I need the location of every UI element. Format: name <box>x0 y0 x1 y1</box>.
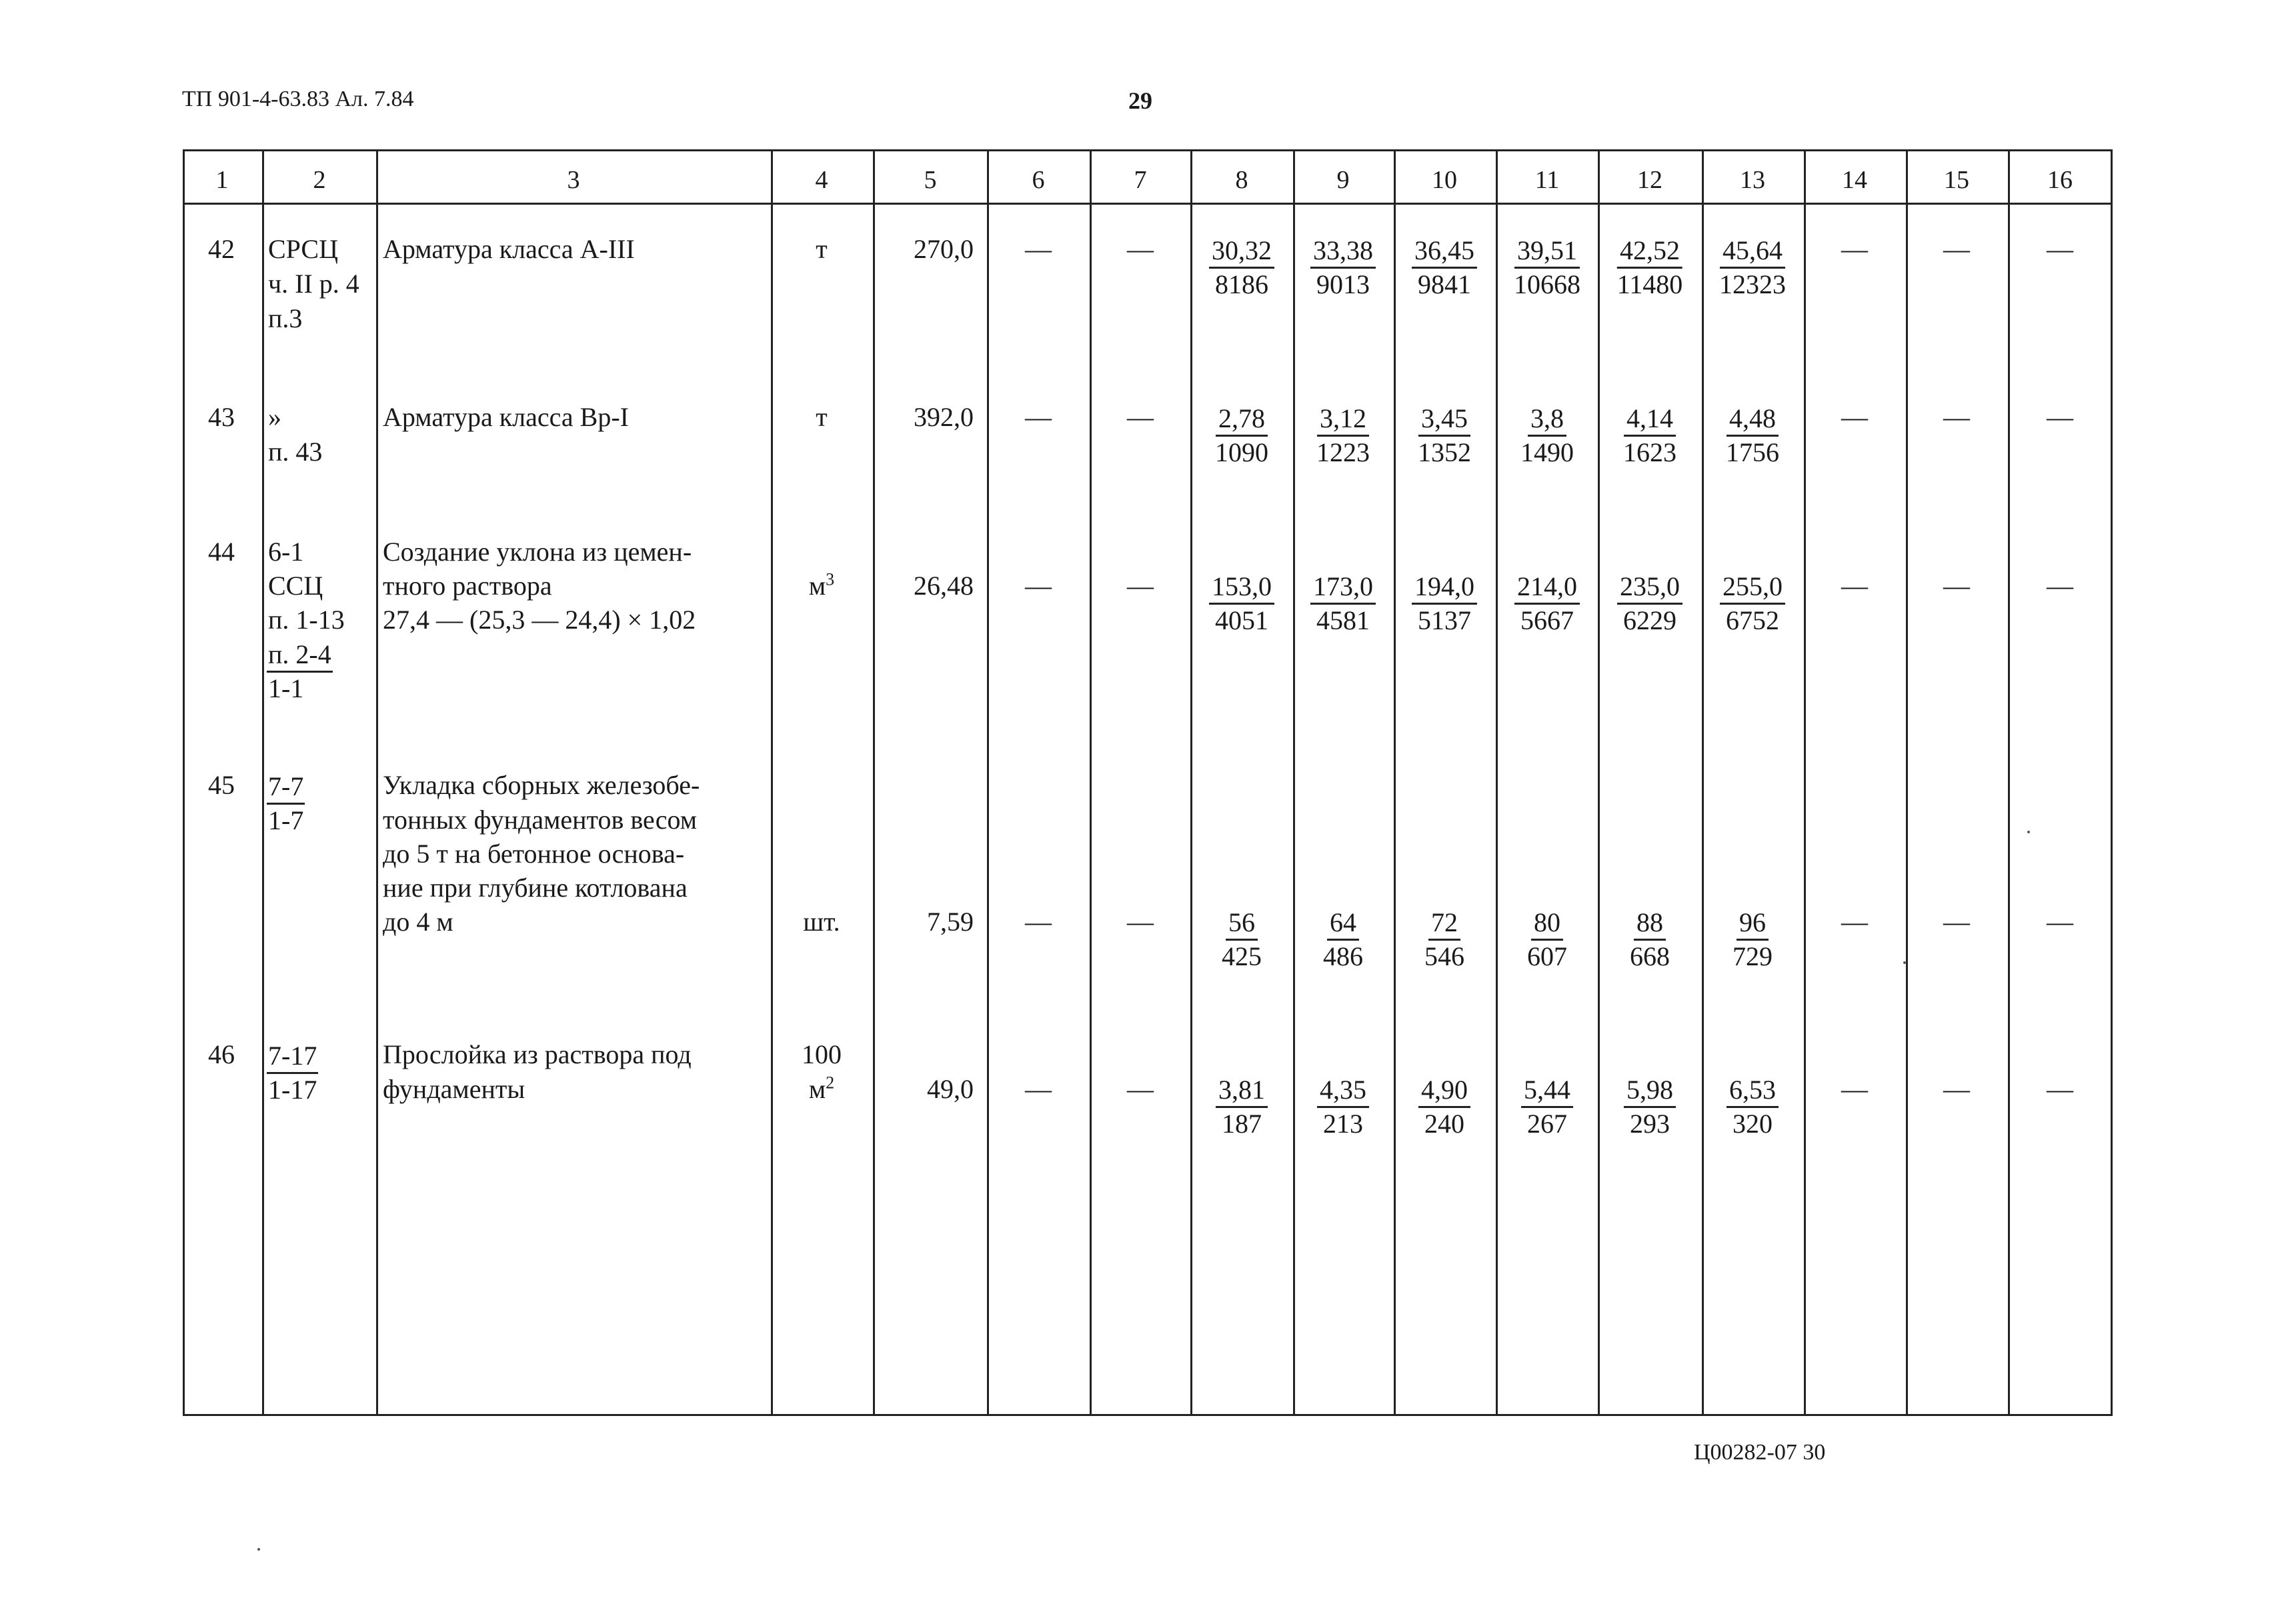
row-reference-line: п. 43 <box>268 437 323 467</box>
column-header: 16 <box>2047 166 2073 194</box>
cost-fraction <box>1518 403 1576 469</box>
document-code: ТП 901-4-63.83 Ал. 7.84 <box>182 87 414 111</box>
row-unit: т <box>816 402 828 432</box>
unit-text: м <box>808 1074 826 1104</box>
column-header: 8 <box>1235 166 1248 194</box>
row-description-line: тонных фундаментов весом <box>383 805 698 835</box>
column-header: 4 <box>815 166 828 194</box>
cost-fraction <box>1209 235 1274 301</box>
fraction-numerator: 45,64 <box>1720 235 1785 269</box>
column-header: 11 <box>1534 166 1560 194</box>
fraction-denominator: 1490 <box>1520 437 1574 467</box>
column-header: 5 <box>924 166 937 194</box>
cost-fraction <box>1418 1074 1470 1140</box>
fraction-numerator: 255,0 <box>1720 571 1785 605</box>
row-reference-line: п. 1-13 <box>268 605 345 635</box>
cost-fraction <box>1524 907 1570 973</box>
column-divider <box>1496 149 1498 1416</box>
fraction-numerator: 7-17 <box>267 1040 318 1074</box>
fraction-numerator: 30,32 <box>1209 235 1274 269</box>
row-quantity: 26,48 <box>914 571 974 601</box>
fraction-numerator: 153,0 <box>1209 571 1274 605</box>
empty-dash: — <box>1025 1074 1052 1104</box>
fraction-numerator: 88 <box>1634 907 1666 941</box>
empty-dash: — <box>1025 234 1052 264</box>
column-divider <box>1598 149 1600 1416</box>
empty-dash: — <box>2047 1074 2073 1104</box>
fraction-numerator: 3,8 <box>1528 403 1566 437</box>
row-unit: т <box>816 234 828 264</box>
column-header: 9 <box>1336 166 1350 194</box>
cost-fraction <box>1627 907 1672 973</box>
row-description-line: до 4 м <box>383 907 453 937</box>
fraction-numerator: 3,81 <box>1216 1074 1268 1108</box>
fraction-numerator: п. 2-4 <box>267 639 333 673</box>
row-quantity: 49,0 <box>927 1074 974 1104</box>
empty-dash: — <box>2047 907 2073 937</box>
fraction-numerator: 6,53 <box>1727 1074 1779 1108</box>
column-header: 13 <box>1740 166 1765 194</box>
fraction-numerator: 4,35 <box>1317 1074 1369 1108</box>
column-divider <box>1090 149 1092 1416</box>
fraction-numerator: 56 <box>1226 907 1258 941</box>
row-description-line: Прослойка из раствора под <box>383 1039 692 1069</box>
fraction-numerator: 173,0 <box>1310 571 1376 605</box>
fraction-denominator: 6752 <box>1726 605 1779 635</box>
fraction-denominator: 1-17 <box>268 1075 317 1105</box>
fraction-numerator: 5,98 <box>1624 1074 1676 1108</box>
fraction-denominator: 8186 <box>1215 269 1268 299</box>
fraction-denominator: 5667 <box>1520 605 1574 635</box>
cost-fraction <box>1212 403 1271 469</box>
fraction-numerator: 39,51 <box>1514 235 1580 269</box>
fraction-denominator: 5137 <box>1418 605 1471 635</box>
fraction-denominator: 187 <box>1222 1109 1262 1139</box>
cost-fraction <box>1310 571 1376 637</box>
fraction-numerator: 214,0 <box>1514 571 1580 605</box>
fraction-denominator: 293 <box>1630 1109 1670 1139</box>
fraction-denominator: 9841 <box>1418 269 1471 299</box>
fraction-denominator: 729 <box>1733 941 1773 971</box>
fraction-numerator: 3,45 <box>1418 403 1470 437</box>
row-description-line: Арматура класса А-III <box>383 234 635 264</box>
row-unit: шт. <box>803 907 840 937</box>
row-quantity: 392,0 <box>914 402 974 432</box>
cost-fraction <box>1412 235 1477 301</box>
empty-dash: — <box>1841 234 1868 264</box>
empty-dash: — <box>1127 1074 1154 1104</box>
row-number: 43 <box>208 402 235 432</box>
column-header: 2 <box>313 166 326 194</box>
column-divider <box>873 149 875 1416</box>
empty-dash: — <box>1943 234 1970 264</box>
column-header: 3 <box>567 166 580 194</box>
cost-fraction <box>1219 907 1264 973</box>
fraction-numerator: 4,14 <box>1624 403 1676 437</box>
fraction-denominator: 607 <box>1527 941 1567 971</box>
cost-fraction <box>1617 571 1682 637</box>
column-header: 7 <box>1134 166 1147 194</box>
fraction-numerator: 72 <box>1428 907 1460 941</box>
fraction-numerator: 96 <box>1737 907 1769 941</box>
fraction-denominator: 486 <box>1323 941 1363 971</box>
column-divider <box>1293 149 1295 1416</box>
fraction-denominator: 10668 <box>1514 269 1580 299</box>
empty-dash: — <box>1943 571 1970 601</box>
fraction-numerator: 36,45 <box>1412 235 1477 269</box>
column-header: 15 <box>1944 166 1969 194</box>
cost-fraction <box>1521 1074 1573 1140</box>
fraction-denominator: 213 <box>1323 1109 1363 1139</box>
cost-fraction <box>1320 907 1366 973</box>
empty-dash: — <box>1943 907 1970 937</box>
row-unit-line <box>809 1072 834 1107</box>
fraction-denominator: 11480 <box>1616 269 1683 299</box>
fraction-numerator: 4,48 <box>1727 403 1779 437</box>
row-reference-line: ССЦ <box>268 571 323 601</box>
cost-fraction <box>1422 907 1467 973</box>
fraction-numerator: 80 <box>1531 907 1563 941</box>
empty-dash: — <box>1841 571 1868 601</box>
unit-exponent: 3 <box>826 569 835 589</box>
cost-fraction <box>1727 1074 1779 1140</box>
cost-fraction <box>1415 403 1474 469</box>
empty-dash: — <box>1025 571 1052 601</box>
empty-dash: — <box>1025 907 1052 937</box>
row-description-line: тного раствора <box>383 571 552 601</box>
fraction-numerator: 33,38 <box>1310 235 1376 269</box>
fraction-numerator: 64 <box>1327 907 1359 941</box>
fraction-denominator: 12323 <box>1719 269 1786 299</box>
fraction-numerator: 42,52 <box>1617 235 1682 269</box>
row-description-line: 27,4 — (25,3 — 24,4) × 1,02 <box>383 605 696 635</box>
fraction-denominator: 668 <box>1630 941 1670 971</box>
cost-fraction <box>1310 235 1376 301</box>
column-divider <box>1702 149 1704 1416</box>
fraction-numerator: 194,0 <box>1412 571 1477 605</box>
footer-code: Ц00282-07 30 <box>1694 1440 1826 1465</box>
cost-fraction <box>1412 571 1477 637</box>
cost-fraction <box>1716 235 1789 301</box>
row-number: 42 <box>208 234 235 264</box>
row-unit <box>809 569 834 603</box>
column-divider <box>1190 149 1192 1416</box>
fraction-denominator: 1756 <box>1726 437 1779 467</box>
fraction-denominator: 546 <box>1424 941 1464 971</box>
empty-dash: — <box>1943 402 1970 432</box>
header-row-divider <box>183 203 2113 205</box>
fraction-denominator: 1223 <box>1316 437 1370 467</box>
empty-dash: — <box>1127 571 1154 601</box>
fraction-denominator: 1-1 <box>268 673 304 703</box>
fraction-denominator: 267 <box>1527 1109 1567 1139</box>
row-description-line: ние при глубине котлована <box>383 873 688 903</box>
fraction-denominator: 1090 <box>1215 437 1268 467</box>
fraction-denominator: 1-7 <box>268 805 304 835</box>
cost-fraction <box>1624 1074 1676 1140</box>
scan-speck <box>2027 831 2030 833</box>
column-divider <box>262 149 264 1416</box>
unit-exponent: 2 <box>826 1073 835 1093</box>
empty-dash: — <box>1127 234 1154 264</box>
unit-text: м <box>808 571 826 601</box>
fraction-denominator: 4581 <box>1316 605 1370 635</box>
column-header: 10 <box>1432 166 1457 194</box>
row-quantity: 270,0 <box>914 234 974 264</box>
empty-dash: — <box>1841 907 1868 937</box>
cost-fraction <box>1511 235 1583 301</box>
empty-dash: — <box>1127 907 1154 937</box>
empty-dash: — <box>1025 402 1052 432</box>
page-number: 29 <box>1128 87 1152 114</box>
scan-speck <box>257 1548 260 1551</box>
empty-dash: — <box>1841 1074 1868 1104</box>
column-divider <box>1394 149 1396 1416</box>
cost-fraction <box>1614 235 1686 301</box>
row-reference-line: 6-1 <box>268 537 304 567</box>
empty-dash: — <box>2047 234 2073 264</box>
column-divider <box>987 149 989 1416</box>
row-quantity: 7,59 <box>927 907 974 937</box>
row-description-line: Укладка сборных железобе- <box>383 770 700 800</box>
fraction-denominator: 320 <box>1733 1109 1773 1139</box>
cost-fraction <box>1314 403 1372 469</box>
cost-fraction <box>1209 571 1274 637</box>
cost-fraction <box>1730 907 1775 973</box>
row-number: 45 <box>208 770 235 800</box>
reference-fraction <box>267 771 305 837</box>
column-header: 6 <box>1032 166 1045 194</box>
fraction-denominator: 6229 <box>1623 605 1676 635</box>
cost-fraction <box>1723 403 1782 469</box>
row-description-line: Создание уклона из цемен- <box>383 537 692 567</box>
row-reference-line: » <box>268 402 281 432</box>
fraction-denominator: 9013 <box>1316 269 1370 299</box>
row-reference-line: ч. II р. 4 <box>268 269 359 299</box>
fraction-denominator: 425 <box>1222 941 1262 971</box>
column-divider <box>771 149 773 1416</box>
row-number: 44 <box>208 537 235 567</box>
empty-dash: — <box>1943 1074 1970 1104</box>
scan-speck <box>1903 961 1906 964</box>
cost-fraction <box>1620 403 1679 469</box>
column-header: 1 <box>215 166 229 194</box>
cost-fraction <box>1720 571 1785 637</box>
row-description-line: фундаменты <box>383 1074 525 1104</box>
row-number: 46 <box>208 1039 235 1069</box>
row-reference-line: СРСЦ <box>268 234 338 264</box>
column-divider <box>1906 149 1908 1416</box>
column-header: 14 <box>1842 166 1867 194</box>
empty-dash: — <box>1127 402 1154 432</box>
fraction-numerator: 4,90 <box>1418 1074 1470 1108</box>
row-description-line: Арматура класса Вр-I <box>383 402 629 432</box>
cost-fraction <box>1317 1074 1369 1140</box>
cost-fraction <box>1216 1074 1268 1140</box>
column-divider <box>1804 149 1806 1416</box>
column-header: 12 <box>1637 166 1662 194</box>
fraction-denominator: 4051 <box>1215 605 1268 635</box>
row-description-line: до 5 т на бетонное основа- <box>383 839 685 869</box>
empty-dash: — <box>1841 402 1868 432</box>
column-divider <box>376 149 378 1416</box>
empty-dash: — <box>2047 571 2073 601</box>
empty-dash: — <box>2047 402 2073 432</box>
row-reference-line: п.3 <box>268 303 303 333</box>
fraction-denominator: 1352 <box>1418 437 1471 467</box>
fraction-denominator: 1623 <box>1623 437 1676 467</box>
fraction-denominator: 240 <box>1424 1109 1464 1139</box>
reference-fraction <box>267 639 333 705</box>
row-unit-line: 100 <box>802 1039 842 1069</box>
fraction-numerator: 7-7 <box>267 771 305 805</box>
fraction-numerator: 3,12 <box>1317 403 1369 437</box>
fraction-numerator: 2,78 <box>1216 403 1268 437</box>
cost-fraction <box>1514 571 1580 637</box>
column-divider <box>2008 149 2010 1416</box>
reference-fraction <box>267 1040 318 1106</box>
fraction-numerator: 5,44 <box>1521 1074 1573 1108</box>
fraction-numerator: 235,0 <box>1617 571 1682 605</box>
